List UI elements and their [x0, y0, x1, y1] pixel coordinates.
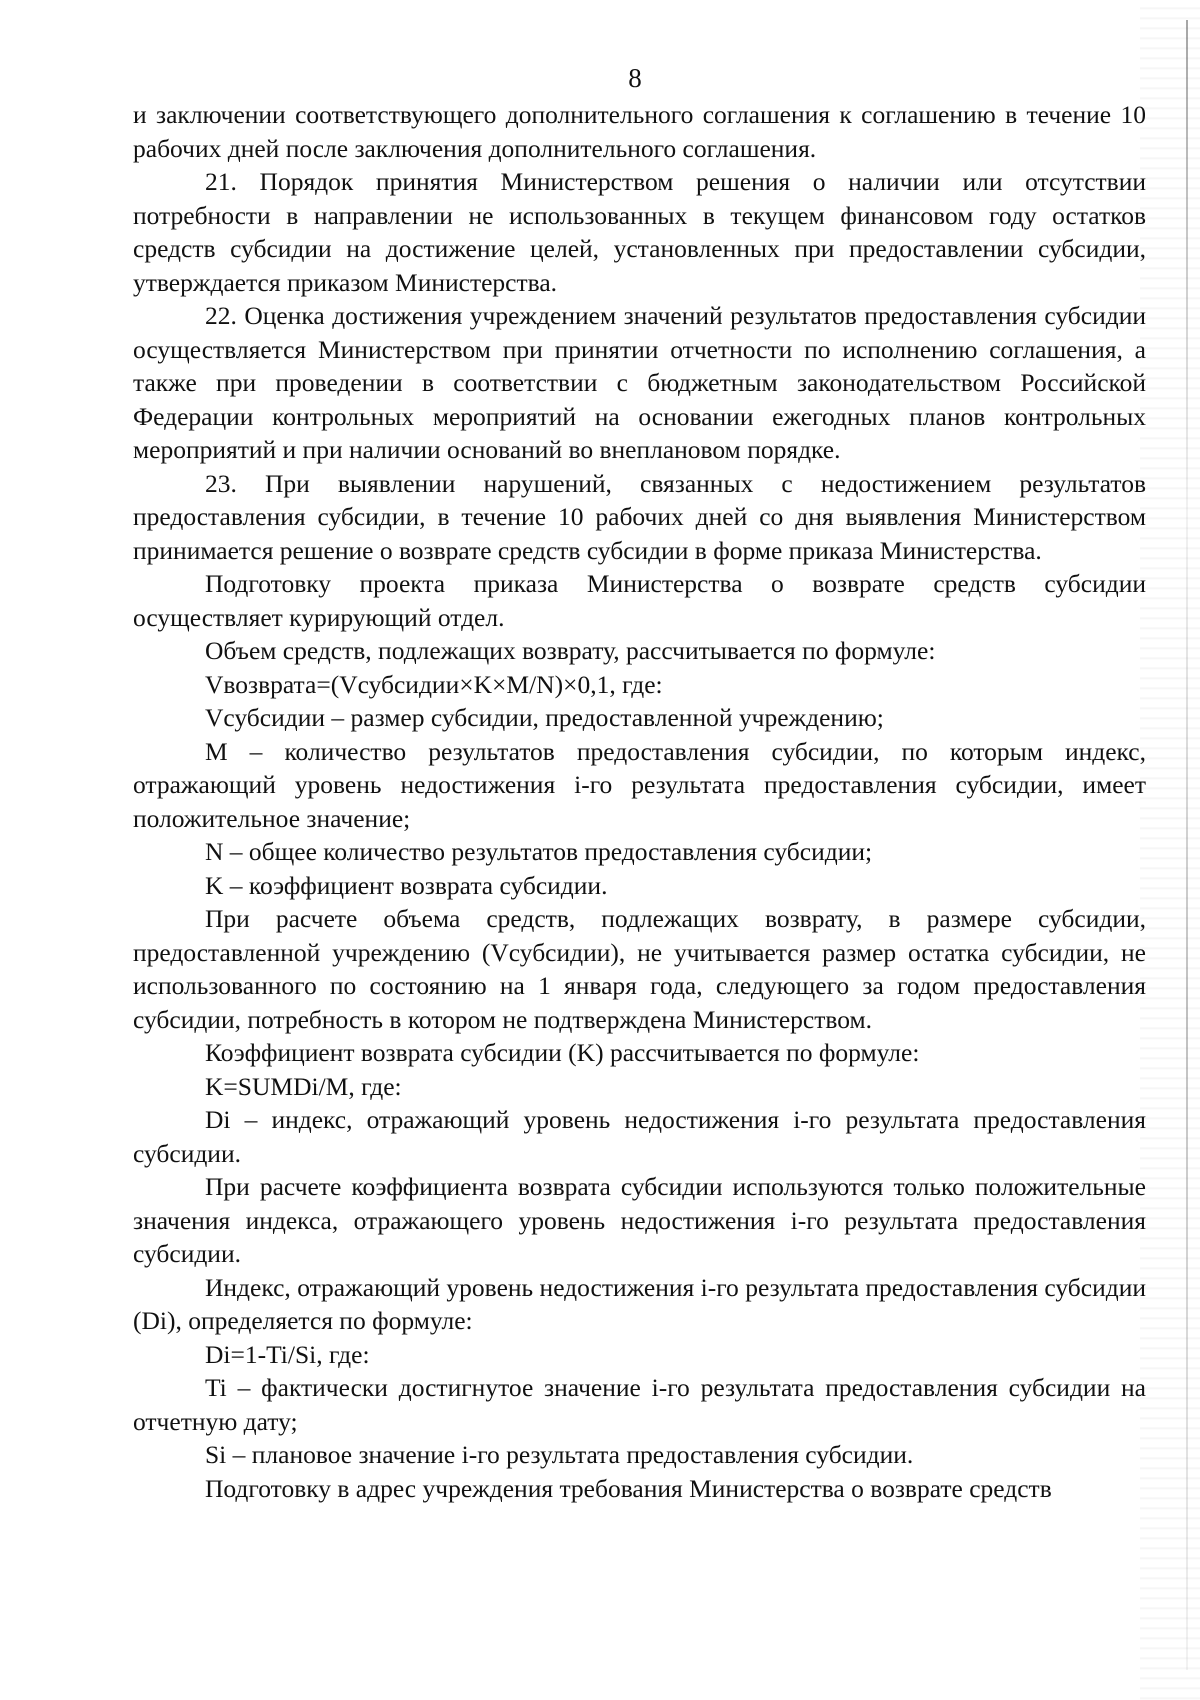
paragraph: Индекс, отражающий уровень недостижения i-го результата предоставления субсидии (Di), определяется по формуле: — [133, 1272, 1146, 1335]
definition-line: M – количество результатов предоставления субсидии, по которым индекс, отражающий уровень недостижения i-го результата предоставления субсидии, имеет положительное значение; — [133, 736, 1146, 833]
definition-line: Vсубсидии – размер субсидии, предоставленной учреждению; — [205, 703, 884, 732]
definition-line: Si – плановое значение i-го результата предоставления субсидии. — [205, 1440, 914, 1469]
page-number: 8 — [628, 63, 642, 93]
scan-edge-noise — [1140, 0, 1200, 1700]
document-body — [133, 98, 1146, 1505]
paragraph: Подготовку проекта приказа Министерства о возврате средств субсидии осуществляет курирующий отдел. — [133, 569, 1146, 632]
formula-line: Di=1-Ti/Si, где: — [205, 1339, 370, 1369]
paragraph: Подготовку в адрес учреждения требования Министерства о возврате средств — [205, 1473, 1052, 1503]
definition-line: N – общее количество результатов предоставления субсидии; — [205, 837, 873, 866]
paragraph: и заключении соответствующего дополнительного соглашения к соглашению в течение 10 рабочих дней после заключения дополнительного соглашения. — [133, 100, 1146, 163]
formula-line: Vвозврата=(Vсубсидии×K×M/N)×0,1, где: — [205, 669, 663, 699]
definition-line: Di – индекс, отражающий уровень недостижения i-го результата предоставления субсидии. — [133, 1105, 1146, 1168]
paragraph: Коэффициент возврата субсидии (K) рассчитывается по формуле: — [205, 1038, 920, 1067]
paragraph: 21. Порядок принятия Министерством решения о наличии или отсутствии потребности в направлении не использованных в текущем финансовом году остатков средств субсидии на достижение целей, установленных при предоставлении субсидии, утверждается приказом Министерства. — [133, 167, 1146, 297]
definition-line: K – коэффициент возврата субсидии. — [205, 870, 608, 900]
formula-line: K=SUMDi/M, где: — [205, 1071, 402, 1101]
paragraph: Объем средств, подлежащих возврату, рассчитывается по формуле: — [205, 636, 936, 665]
paragraph: 22. Оценка достижения учреждением значений результатов предоставления субсидии осуществляется Министерством при принятии отчетности по исполнению соглашения, а также при проведении в соответствии с бюджетным законодательством Российской Федерации контрольных мероприятий на основании ежегодных планов контрольных мероприятий и при наличии оснований во внеплановом порядке. — [133, 301, 1146, 464]
paragraph: При расчете коэффициента возврата субсидии используются только положительные значения индекса, отражающего уровень недостижения i-го результата предоставления субсидии. — [133, 1172, 1146, 1268]
definition-line: Ti – фактически достигнутое значение i-го результата предоставления субсидии на отчетную дату; — [133, 1373, 1146, 1436]
paragraph: 23. При выявлении нарушений, связанных с недостижением результатов предоставления субсидии, в течение 10 рабочих дней со дня выявления Министерством принимается решение о возврате средств субсидии в форме приказа Министерства. — [133, 468, 1146, 565]
paragraph: При расчете объема средств, подлежащих возврату, в размере субсидии, предоставленной учреждению (Vсубсидии), не учитывается размер остатка субсидии, не использованного по состоянию на 1 января года, следующего за годом предоставления субсидии, потребность в котором не подтверждена Министерством. — [133, 904, 1146, 1034]
scan-edge-line — [1186, 20, 1188, 1670]
